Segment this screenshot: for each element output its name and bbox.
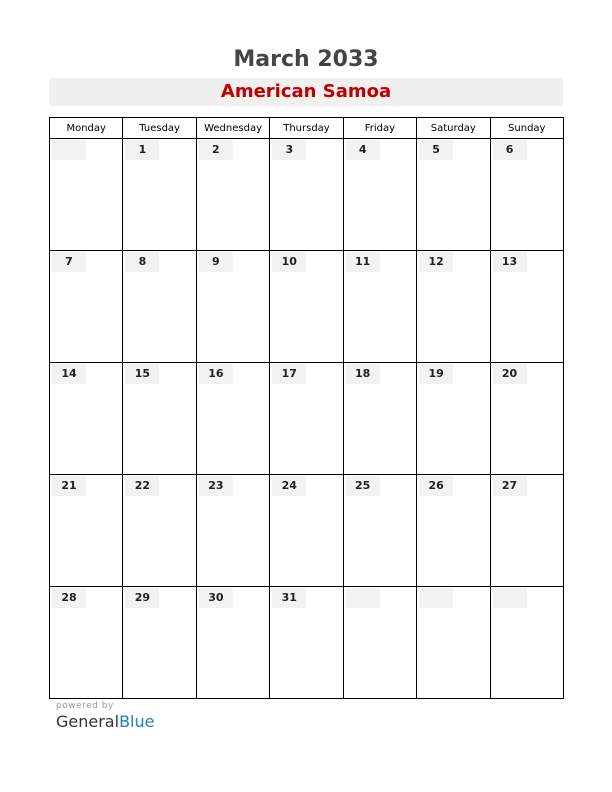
day-cell xyxy=(343,251,416,363)
day-number: 29 xyxy=(125,588,159,608)
day-cell xyxy=(490,363,563,475)
day-cell xyxy=(50,251,123,363)
day-cell xyxy=(196,475,269,587)
day-cell xyxy=(490,139,563,251)
day-cell xyxy=(417,139,490,251)
day-number: 5 xyxy=(419,140,453,160)
day-cell xyxy=(50,363,123,475)
day-number: 31 xyxy=(272,588,306,608)
day-cell xyxy=(417,587,490,699)
day-number: 25 xyxy=(346,476,380,496)
weekday-header: Saturday xyxy=(417,118,490,139)
day-number xyxy=(52,140,86,160)
day-cell xyxy=(196,587,269,699)
week-row xyxy=(50,251,564,363)
day-number: 15 xyxy=(125,364,159,384)
day-number: 14 xyxy=(52,364,86,384)
day-number: 26 xyxy=(419,476,453,496)
day-number: 6 xyxy=(493,140,527,160)
day-number: 27 xyxy=(493,476,527,496)
region-title: American Samoa xyxy=(49,78,563,106)
day-cell xyxy=(417,475,490,587)
day-number: 30 xyxy=(199,588,233,608)
weekday-header: Tuesday xyxy=(123,118,196,139)
calendar-grid xyxy=(49,117,564,699)
day-number: 8 xyxy=(125,252,159,272)
day-cell xyxy=(196,363,269,475)
day-cell xyxy=(417,363,490,475)
powered-by-label: powered by xyxy=(56,701,114,711)
brand-general: General xyxy=(56,712,120,731)
day-number: 9 xyxy=(199,252,233,272)
day-cell xyxy=(123,139,196,251)
week-row xyxy=(50,475,564,587)
day-number: 12 xyxy=(419,252,453,272)
day-cell xyxy=(123,475,196,587)
day-number: 3 xyxy=(272,140,306,160)
day-number: 19 xyxy=(419,364,453,384)
day-cell xyxy=(417,251,490,363)
month-title: March 2033 xyxy=(233,47,379,72)
weekday-header: Monday xyxy=(50,118,123,139)
day-number xyxy=(419,588,453,608)
brand-logo[interactable] xyxy=(56,712,154,731)
day-cell xyxy=(343,139,416,251)
weekday-header-row xyxy=(50,118,564,139)
day-cell xyxy=(490,475,563,587)
week-row xyxy=(50,363,564,475)
day-number: 10 xyxy=(272,252,306,272)
day-cell xyxy=(490,587,563,699)
day-cell xyxy=(343,587,416,699)
week-row xyxy=(50,587,564,699)
day-number: 13 xyxy=(493,252,527,272)
day-number: 24 xyxy=(272,476,306,496)
day-number: 20 xyxy=(493,364,527,384)
weekday-header: Wednesday xyxy=(196,118,269,139)
day-number: 1 xyxy=(125,140,159,160)
weekday-header: Sunday xyxy=(490,118,563,139)
day-cell xyxy=(270,475,343,587)
day-number: 2 xyxy=(199,140,233,160)
day-cell xyxy=(50,139,123,251)
day-number xyxy=(346,588,380,608)
brand-blue: Blue xyxy=(119,712,155,731)
day-number: 22 xyxy=(125,476,159,496)
day-cell xyxy=(50,587,123,699)
week-row xyxy=(50,139,564,251)
day-cell xyxy=(196,251,269,363)
day-number xyxy=(493,588,527,608)
day-cell xyxy=(270,251,343,363)
day-number: 28 xyxy=(52,588,86,608)
day-number: 18 xyxy=(346,364,380,384)
day-number: 7 xyxy=(52,252,86,272)
weekday-header: Thursday xyxy=(270,118,343,139)
day-number: 23 xyxy=(199,476,233,496)
day-cell xyxy=(270,587,343,699)
day-cell xyxy=(123,587,196,699)
day-cell xyxy=(123,251,196,363)
day-number: 17 xyxy=(272,364,306,384)
day-cell xyxy=(50,475,123,587)
day-number: 4 xyxy=(346,140,380,160)
day-cell xyxy=(343,475,416,587)
day-cell xyxy=(123,363,196,475)
day-number: 21 xyxy=(52,476,86,496)
day-cell xyxy=(270,363,343,475)
day-cell xyxy=(270,139,343,251)
day-cell xyxy=(490,251,563,363)
footer xyxy=(56,701,154,731)
day-cell xyxy=(196,139,269,251)
weekday-header: Friday xyxy=(343,118,416,139)
day-cell xyxy=(343,363,416,475)
day-number: 11 xyxy=(346,252,380,272)
day-number: 16 xyxy=(199,364,233,384)
